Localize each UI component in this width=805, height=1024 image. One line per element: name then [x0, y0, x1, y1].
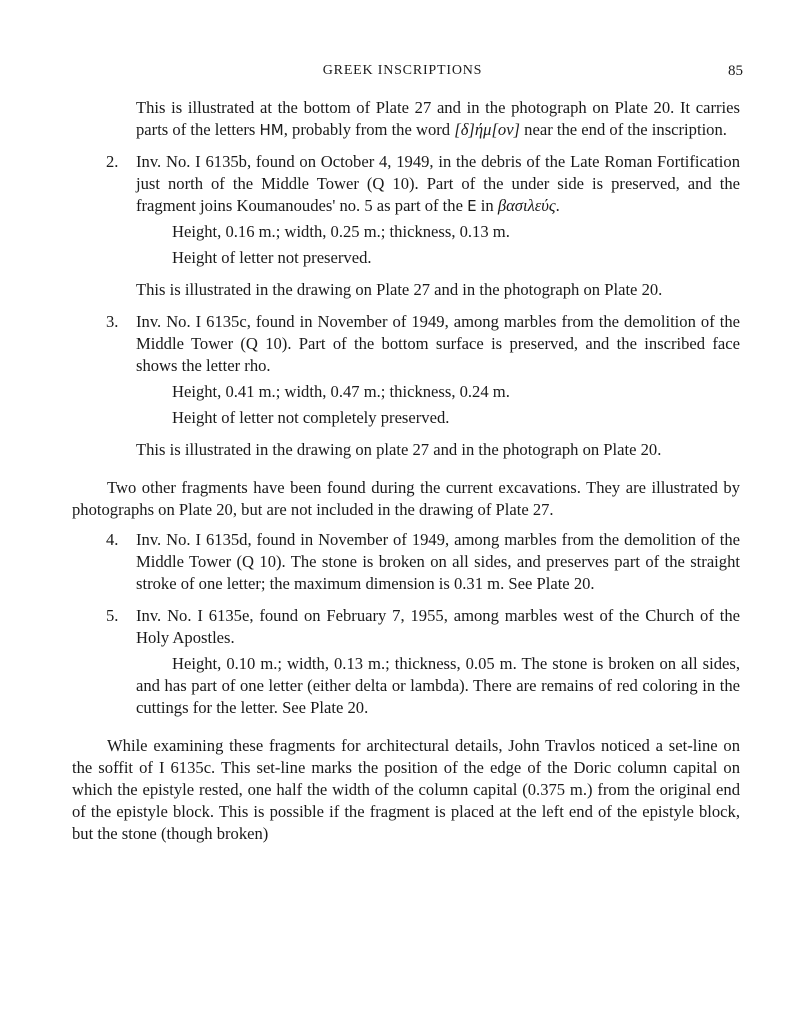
item-body: [136, 311, 740, 461]
list-item: [72, 151, 740, 301]
measurements: Height, 0.10 m.; width, 0.13 m.; thickness, 0.05 m. The stone is broken on all sides, and has part of one letter (either delta or lambda). There are remains of red coloring in the cuttings for the letter. See Plate 20.: [136, 654, 740, 717]
item-body: [136, 605, 740, 719]
item-number: 3.: [106, 312, 119, 331]
intro-text: near the end of the inscription.: [520, 120, 727, 139]
greek-word: [δ]ήμ[ον]: [454, 120, 521, 139]
list-item: [72, 311, 740, 461]
body-paragraph: Two other fragments have been found during the current excavations. They are illustrated by photographs on Plate 20, but are not included in the drawing of Plate 27.: [72, 478, 740, 519]
item-number: 5.: [106, 606, 119, 625]
illustration-note: This is illustrated in the drawing on plate 27 and in the photograph on Plate 20.: [136, 440, 662, 459]
intro-letters: HM: [259, 121, 284, 139]
intro-paragraph: [136, 97, 740, 141]
item-number: 2.: [106, 152, 119, 171]
illustration-note: This is illustrated in the drawing on Plate 27 and in the photograph on Plate 20.: [136, 280, 663, 299]
item-text: Inv. No. I 6135c, found in November of 1949, among marbles from the demolition of the Middle Tower (Q 10). Part of the bottom surface is preserved, and the inscribed face shows the letter rho.: [136, 312, 740, 375]
intro-text: , probably from the word: [283, 120, 455, 139]
body-paragraph: While examining these fragments for architectural details, John Travlos noticed a set-line on the soffit of I 6135c. This set-line marks the position of the edge of the Doric column capital on which the epistyle rested, one half the width of the column capital (0.375 m.) from the original end of the epistyle block. This is possible if the fragment is placed at the left end of the epistyle block, but the stone (though broken): [72, 736, 740, 843]
inscribed-letter: E: [467, 197, 477, 215]
list-item: [72, 605, 740, 719]
running-title: GREEK INSCRIPTIONS: [322, 63, 483, 78]
page-number: 85: [728, 63, 743, 79]
letter-height: Height of letter not completely preserved.: [172, 408, 450, 427]
list-item: [72, 529, 740, 595]
letter-height: Height of letter not preserved.: [172, 248, 372, 267]
item-number: 4.: [106, 530, 119, 549]
intro-text: This is illustrated at the bottom of Plate 27 and in the photograph on Plate 20. It carries parts of the letters: [136, 98, 740, 139]
item-text: Inv. No. I 6135e, found on February 7, 1955, among marbles west of the Church of the Holy Apostles.: [136, 606, 740, 647]
greek-word: βασιλεύς: [497, 196, 556, 215]
page-header: [0, 60, 805, 82]
page-body: [72, 97, 740, 845]
item-body: [136, 529, 740, 595]
measurements: Height, 0.16 m.; width, 0.25 m.; thickness, 0.13 m.: [172, 222, 510, 241]
item-text: Inv. No. I 6135d, found in November of 1949, among marbles from the demolition of the Middle Tower (Q 10). The stone is broken on all sides, and preserves part of the straight stroke of one letter; the maximum dimension is 0.31 m. See Plate 20.: [136, 530, 740, 593]
item-body: [136, 151, 740, 301]
item-text: Inv. No. I 6135b, found on October 4, 1949, in the debris of the Late Roman Fortification just north of the Middle Tower (Q 10). Part of the under side is preserved, and the fragment joins Koumanoudes' no. 5 as part of the E in βασιλεύς.: [136, 152, 740, 215]
measurements: Height, 0.41 m.; width, 0.47 m.; thickness, 0.24 m.: [172, 382, 510, 401]
